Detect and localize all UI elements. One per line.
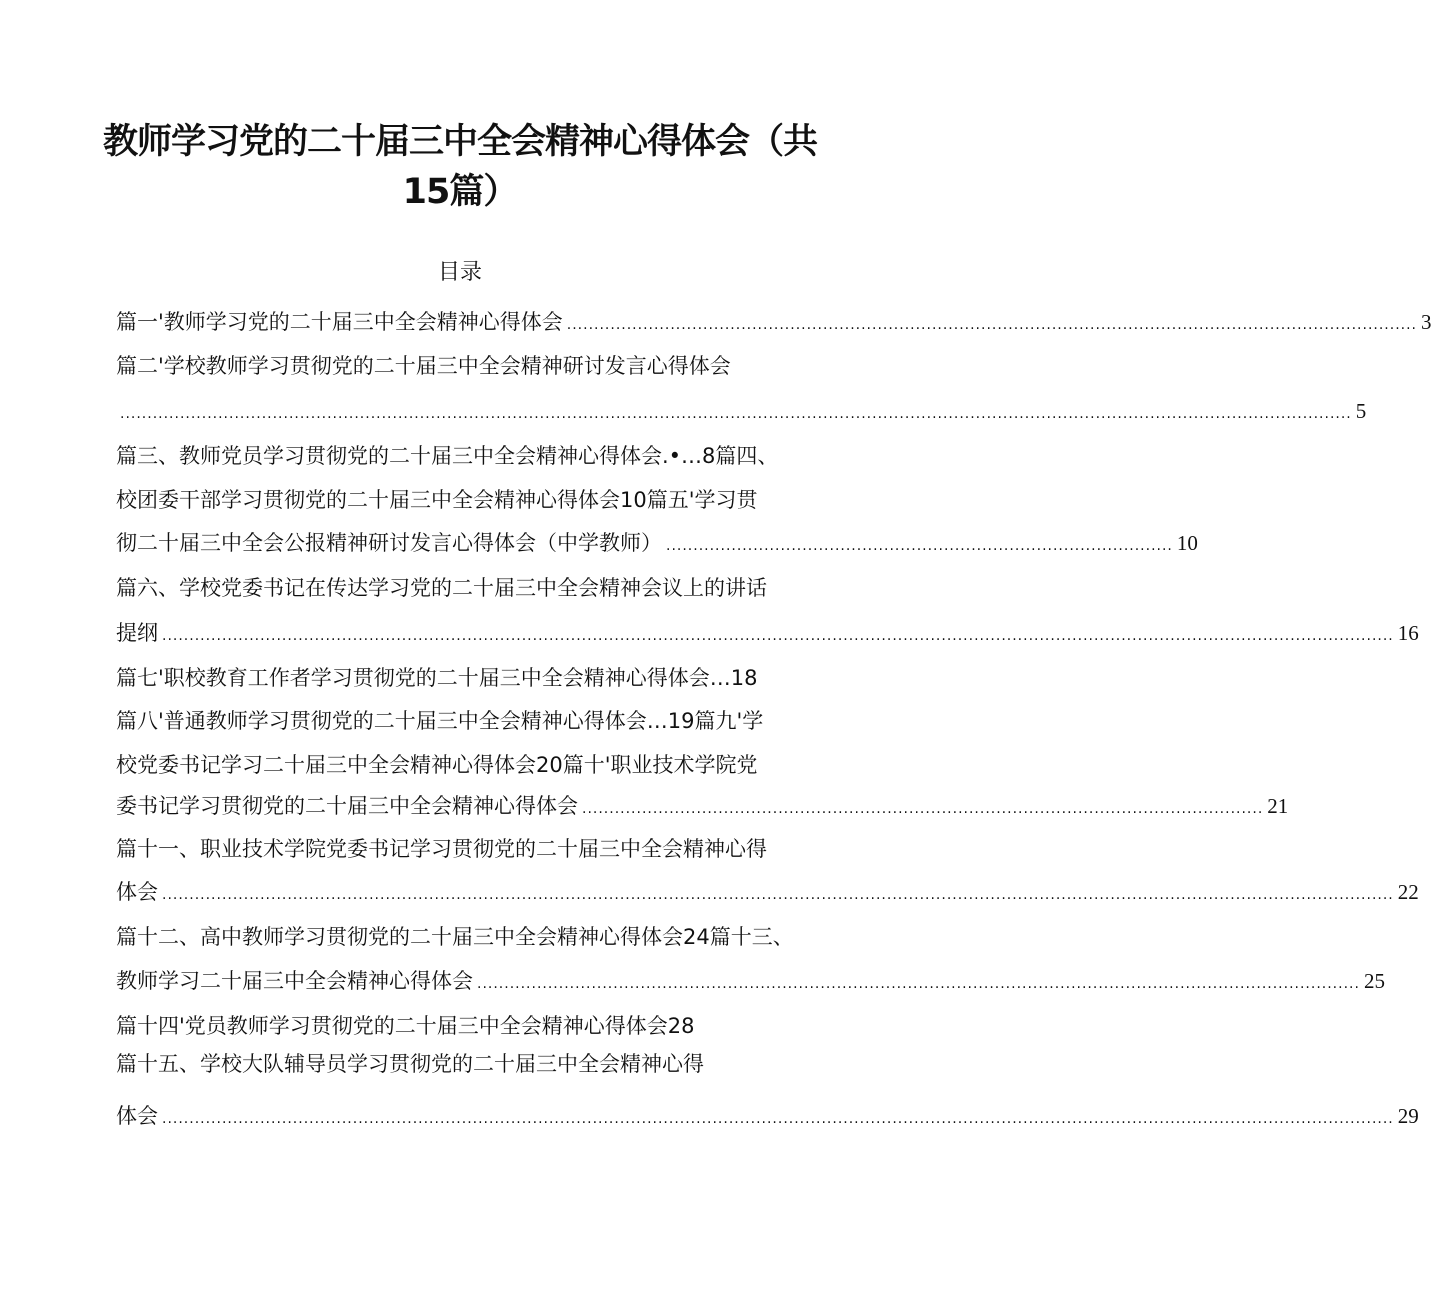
toc-entry-3[interactable]: 篇三、教师党员学习贯彻党的二十届三中全会精神心得体会.•…8篇四、	[116, 444, 779, 468]
toc-entry-11-continued[interactable]	[116, 877, 1419, 910]
toc-entry-12[interactable]: 篇十二、高中教师学习贯彻党的二十届三中全会精神心得体会24篇十三、	[116, 925, 794, 949]
document-title-line-2: 15篇）	[402, 172, 518, 212]
toc-entry-1[interactable]	[116, 307, 1432, 340]
toc-page-number: 16	[1397, 621, 1419, 645]
toc-page-number: 21	[1267, 794, 1289, 818]
toc-entry-2-continued[interactable]	[116, 396, 1367, 429]
toc-heading: 目录	[437, 260, 482, 285]
toc-dot-leader: .............................................................................................................................	[582, 801, 1264, 817]
document-title-line-1: 教师学习党的二十届三中全会精神心得体会（共	[102, 122, 817, 162]
toc-entry-9[interactable]: 校党委书记学习二十届三中全会精神心得体会20篇十'职业技术学院党	[116, 753, 758, 777]
toc-dot-leader: ..................................................................................................................................................................................................................................	[162, 887, 1394, 903]
toc-page-number: 5	[1355, 399, 1367, 423]
toc-page-number: 3	[1421, 310, 1432, 334]
toc-entry-13[interactable]	[116, 966, 1385, 999]
toc-page-number: 22	[1397, 880, 1419, 904]
toc-entry-text: 体会	[116, 880, 158, 904]
toc-entry-6-continued[interactable]	[116, 618, 1419, 651]
toc-entry-text: 委书记学习贯彻党的二十届三中全会精神心得体会	[116, 794, 578, 818]
toc-entry-text: 彻二十届三中全会公报精神研讨发言心得体会（中学教师）	[116, 531, 662, 555]
toc-dot-leader: ..................................................................................................................................................................................................................................	[162, 628, 1394, 644]
toc-entry-15-continued[interactable]	[116, 1101, 1419, 1134]
toc-page-number: 29	[1397, 1104, 1419, 1128]
toc-entry-text: 篇一'教师学习党的二十届三中全会精神心得体会	[116, 310, 563, 334]
toc-entry-14[interactable]: 篇十四'党员教师学习贯彻党的二十届三中全会精神心得体会28	[116, 1014, 695, 1038]
toc-dot-leader: .............................................................................................	[666, 538, 1173, 554]
toc-entry-11[interactable]: 篇十一、职业技术学院党委书记学习贯彻党的二十届三中全会精神心得	[116, 837, 767, 861]
toc-entry-2[interactable]: 篇二'学校教师学习贯彻党的二十届三中全会精神研讨发言心得体会	[116, 354, 731, 378]
toc-entry-text: 教师学习二十届三中全会精神心得体会	[116, 969, 473, 993]
toc-dot-leader: ..................................................................................................................................................................................................................................	[120, 406, 1352, 422]
toc-page-number: 10	[1176, 531, 1198, 555]
toc-dot-leader: ..................................................................................................................................................................................................................................	[162, 1111, 1394, 1127]
toc-dot-leader: ............................................................................................................................................................	[566, 317, 1418, 333]
toc-entry-4[interactable]: 校团委干部学习贯彻党的二十届三中全会精神心得体会10篇五'学习贯	[116, 488, 758, 512]
toc-entry-10[interactable]	[116, 791, 1289, 824]
toc-entry-15[interactable]: 篇十五、学校大队辅导员学习贯彻党的二十届三中全会精神心得	[116, 1052, 704, 1076]
toc-entry-text: 提纲	[116, 621, 158, 645]
toc-entry-7[interactable]: 篇七'职校教育工作者学习贯彻党的二十届三中全会精神心得体会…18	[116, 666, 758, 690]
toc-entry-5[interactable]	[116, 528, 1198, 561]
toc-entry-6[interactable]: 篇六、学校党委书记在传达学习党的二十届三中全会精神会议上的讲话	[116, 576, 767, 600]
toc-entry-8[interactable]: 篇八'普通教师学习贯彻党的二十届三中全会精神心得体会…19篇九'学	[116, 709, 764, 733]
toc-dot-leader: ..................................................................................................................................................................	[477, 976, 1360, 992]
toc-entry-text: 体会	[116, 1104, 158, 1128]
toc-page-number: 25	[1363, 969, 1385, 993]
